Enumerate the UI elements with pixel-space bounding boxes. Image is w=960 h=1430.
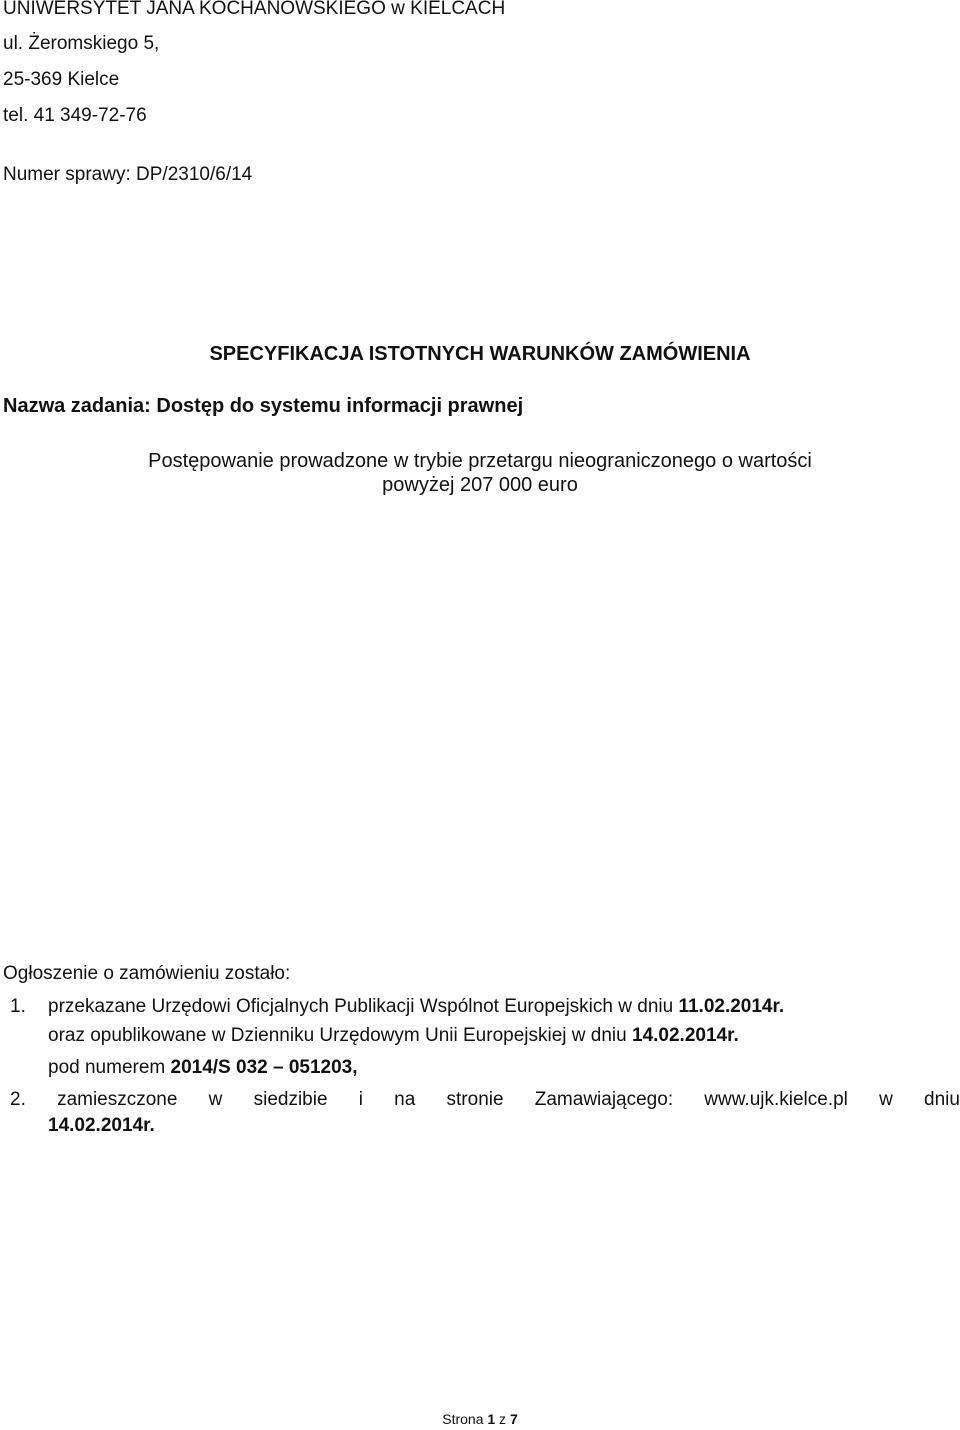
list-number-2: 2. xyxy=(10,1089,26,1110)
footer-sep: z xyxy=(495,1411,510,1427)
item-2-word: zamieszczone xyxy=(57,1089,178,1110)
document-title: SPECYFIKACJA ISTOTNYCH WARUNKÓW ZAMÓWIENIA xyxy=(209,343,751,365)
page-footer xyxy=(0,1411,960,1427)
item-2-word: w xyxy=(879,1089,893,1110)
item-1c-text: pod numerem xyxy=(48,1057,171,1078)
item-2-word: stronie xyxy=(446,1089,504,1110)
announcement-item-1b xyxy=(48,1025,739,1047)
item-1b-text: oraz opublikowane w Dzienniku Urzędowym Unii Europejskiej w dniu xyxy=(48,1025,632,1046)
item-2-word: Zamawiającego: xyxy=(534,1089,674,1110)
task-name: Nazwa zadania: Dostęp do systemu informacji prawnej xyxy=(3,395,524,417)
footer-current-page: 1 xyxy=(487,1411,496,1427)
item-2-date xyxy=(48,1115,155,1137)
procedure-line-1: Postępowanie prowadzone w trybie przetargu nieograniczonego o wartości xyxy=(148,450,812,472)
item-1c-number: 2014/S 032 – 051203, xyxy=(170,1057,358,1078)
institution-name: UNIWERSYTET JANA KOCHANOWSKIEGO w KIELCACH xyxy=(3,0,506,19)
item-1-text: przekazane Urzędowi Oficjalnych Publikacji Wspólnot Europejskich w dniu xyxy=(48,996,679,1017)
item-2-word: siedzibie xyxy=(253,1089,328,1110)
item-2-date-value: 14.02.2014r. xyxy=(48,1115,155,1136)
address-city: 25-369 Kielce xyxy=(3,69,120,90)
announcement-item-1c xyxy=(48,1057,358,1079)
case-number: Numer sprawy: DP/2310/6/14 xyxy=(3,164,253,185)
footer-prefix: Strona xyxy=(442,1411,488,1427)
item-1-date: 11.02.2014r. xyxy=(678,996,785,1017)
procedure-line-2: powyżej 207 000 euro xyxy=(382,474,578,496)
address-street: ul. Żeromskiego 5, xyxy=(3,33,160,54)
announcement-item-1 xyxy=(48,996,784,1018)
phone: tel. 41 349-72-76 xyxy=(3,105,147,126)
item-2-word: na xyxy=(394,1089,416,1110)
announcement-item-2 xyxy=(10,1089,960,1111)
item-2-link[interactable]: www.ujk.kielce.pl xyxy=(704,1089,848,1110)
footer-total-pages: 7 xyxy=(509,1411,518,1427)
item-2-word: w xyxy=(208,1089,223,1110)
announcement-intro: Ogłoszenie o zamówieniu zostało: xyxy=(3,963,291,984)
item-2-word: dniu xyxy=(924,1089,960,1110)
item-1b-date: 14.02.2014r. xyxy=(632,1025,739,1046)
list-number-1: 1. xyxy=(10,996,26,1017)
item-2-word: i xyxy=(358,1089,363,1110)
